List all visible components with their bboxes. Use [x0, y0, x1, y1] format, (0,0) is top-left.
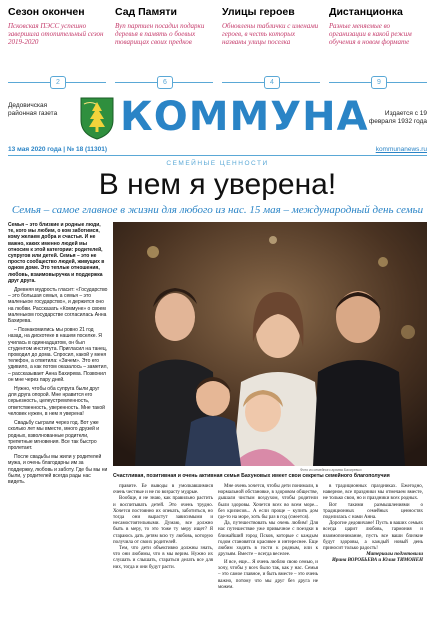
body-paragraph: Мне очень хочется, чтобы дети понимали, в нормальной обстановке, в здоровом обществе, дышали чистым воздухом, чтобы родители были здоровы. Хочется всех во всем море... без кризисов... А если проще – купить дом где-то на море, хоть бы раз в год (смеется). [218, 484, 318, 521]
lead-column [8, 222, 108, 488]
dateline [8, 146, 427, 156]
teaser-title: Сад Памяти [115, 6, 178, 18]
body-paragraph: правите. Ее выводы в умолкавшимися очень честные и не по возрасту мудрые. [113, 484, 213, 496]
website-link[interactable]: kommunanews.ru [375, 146, 427, 153]
article-subhead: Семья – самое главное в жизни для любого из нас. 15 мая – международный день семьи [11, 204, 424, 216]
family-photo-illustration [113, 222, 427, 466]
teaser-title: Сезон окончен [8, 6, 85, 18]
photo-credit: Фото из семейного архива Бахиревых [300, 468, 362, 472]
article-headline: В нем я уверена! [98, 168, 337, 201]
teaser-season-ended[interactable] [8, 6, 106, 92]
teaser-hero-streets[interactable] [222, 6, 320, 92]
materials-prepared-by: Материалы подготовили [366, 552, 423, 558]
article-rubric: СЕМЕЙНЫЕ ЦЕННОСТИ [166, 160, 269, 167]
issue-date: 13 мая 2020 года | № 18 (11301) [8, 146, 108, 153]
body-paragraph: Тем, что дети объективно должны знать, что они любимы, что в мы верим. Нужно их слушать и слышать, стараться делать все для них, тогда и они будут расти. [113, 546, 213, 570]
masthead [8, 96, 427, 142]
district-crest-icon [78, 96, 116, 140]
lead-paragraph: Семья – это близкие и родные люди, те, кого мы любим, о ком заботимся, кому желаем добра и счастья. И не важно, каких именно людей мы относим к этой категории: родителей, супругов или детей. Семья – это не просто сообщество людей, живущих в одном доме. Это теплые отношения, любовь, взаимовыручка и поддержка друг друга. [8, 222, 105, 284]
body-paragraph: Вообще, я не знаю, как правильно растить и воспитывать детей. Это очень трудно. Хочется постоянно их опекать, заботиться, но тогда они вырастут зависимыми и несамостоятельными. Думаю, все должно быть в меру, то это тоже ту меру ищет? Я стараюсь дать детям всю ту любовь, которую получила от своих родителей. [113, 496, 213, 545]
body-paragraph: И все, еще... Я очень люблю свою семью, и хочу, чтобы у всех было так, как у нас. Семья – это самое главное, и быть вместе – это очень важно, потому что мы друг без друга не можем. [218, 560, 318, 590]
body-paragraph: Древняя мудрость гласит: «Государство – это большая семья, а семья – это маленькое государство», и держится оно на любви. Рассказать «Коммуне» о своем маленьком государстве согласилась Анна Бахирева. [8, 287, 108, 325]
teaser-text: Обновлены таблички с именами героев, в честь которых названы улицы поселка [222, 22, 319, 47]
article-author: Ирина ВОРОБЬЕВА и Юлия ТИМОНЕН [331, 558, 423, 564]
teaser-page-number: 6 [157, 76, 173, 89]
family-photo [113, 222, 427, 466]
body-paragraph: в традиционных праздниках. Ежегодно, наверное, все праздники мы отмечаем вместе, не только свои, но и праздники всех родных. [323, 484, 423, 502]
body-paragraph: Вот такими размышлениями о традиционных семейных ценностях поделилась с нами Анна. [323, 502, 423, 521]
newspaper-tagline: Дедовичская районная газета [8, 102, 58, 117]
body-paragraph: После свадьбы мы жили у родителей мужа, и очень благодарны им за поддержку, любовь и заботу. Где бы мы ни были, у родителей всегда рады нас видеть. [8, 454, 108, 485]
teaser-page-number: 2 [50, 76, 66, 89]
teaser-memory-garden[interactable] [115, 6, 213, 92]
article-column-2 [218, 484, 318, 558]
teaser-page-number: 9 [371, 76, 387, 89]
teaser-text: Псковская ПЭСС успешно завершила отопительный сезон 2019-2020 [8, 22, 104, 47]
issue-since-note: Издается с 19 февраля 1932 года [368, 110, 427, 125]
teaser-text: Вуп партиен посадил подарки деревья в память о боевых товарищах своих предков [115, 22, 205, 47]
teaser-distance-learning[interactable] [329, 6, 427, 92]
article-column-1 [113, 484, 213, 571]
photo-caption: Счастливая, позитивная и очень активная семья Бахуновых имеет свои секреты семейного благополучия [113, 473, 390, 479]
article-column-3 [323, 484, 423, 565]
teaser-title: Дистанционка [329, 6, 403, 18]
newspaper-logo[interactable]: КОММУНА [120, 94, 369, 140]
body-paragraph: – Познакомились мы ровно 21 год назад, на дискотеке в нашем поселке. Я училась в одиннадцатом, он был студентом института. Пригласил на танец, проводил до дома. Спросил, какой у меня телефон, а ответила: «Зачем». Это его удивило, а как потом оказалось – заметил, – рассказывает Анна Бахирева. Позвонил он мне через пару дней. [8, 327, 108, 383]
teaser-page-number: 4 [264, 76, 280, 89]
article-column-2-continued [218, 560, 318, 591]
body-paragraph: Нужно, чтобы оба супруга были друг для друга опорой. Мне нравится его серьезность, целеустремленность, ответственность, уверенность. Мне такой человек нужен, в нем я уверена! [8, 386, 105, 417]
body-paragraph: Свадьбу сыграли через год. Вот уже сколько лет мы вместе, много друзей и родных, взволнованные родители, трепетные мгновения. Все так быстро пролетает. [8, 420, 100, 451]
teaser-title: Улицы героев [222, 6, 295, 18]
body-paragraph: Дорогие дедовичане! Пусть в ваших семьях всегда царит любовь, гармония и взаимопонимание, пусть все ваши близкие будут здоровы, а каждый новый день приносит только радость! [323, 521, 423, 552]
body-paragraph: Да, путешествовать мы очень любим! Для нас путешествие уже привычное с поездки в ближайший город Псков, которые с каждым годом становятся красивее и интереснее. Еще любим ходить в гости к родным, или к друзьям. Вместе – всегда веселее. [218, 521, 318, 558]
teaser-row [8, 6, 427, 92]
teaser-text: Разные меняемые во организации в какой режим обучения в новом формате [329, 22, 412, 47]
